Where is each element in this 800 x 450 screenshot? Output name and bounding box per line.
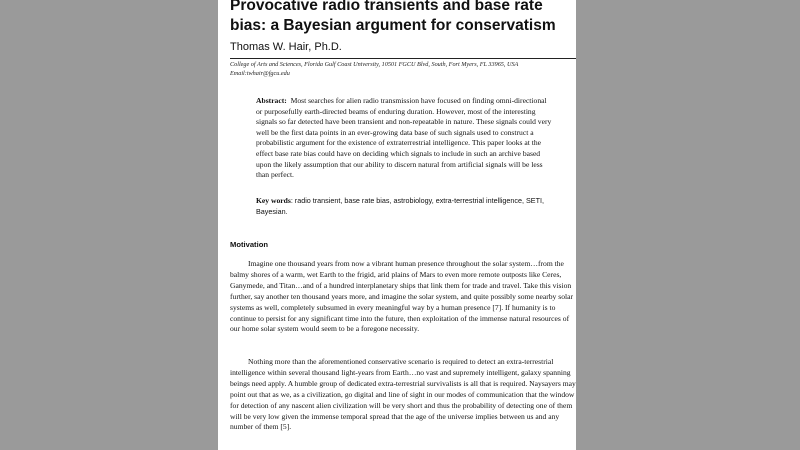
- section-heading: Motivation: [230, 240, 268, 249]
- body-paragraph-2: Nothing more than the aforementioned conservative scenario is required to detect an extra-terrestrial intelligence within several thousand light-years from Earth…no vast and supremely intelligent, galaxy spanning beings need apply. A humble group of dedicated extra-terrestrial survivalists is all that is required. Naysayers may point out that as we, as a civilization, go digital and line of sight in our modes of communication that the window for detection of any nascent alien civilization will be very short and thus the probability of detecting one of them will be very low given the immense temporal spread that the age of the universe implies between us and any number of them [5].: [230, 357, 576, 432]
- keywords-text: : radio transient, base rate bias, astrobiology, extra-terrestrial intelligence, SETI, Bayesian.: [256, 196, 544, 216]
- keywords: [256, 196, 552, 217]
- affiliation: College of Arts and Sciences, Florida Gulf Coast University, 10501 FGCU Blvd, South, Fort Myers, FL 33965, USA: [230, 61, 519, 68]
- abstract-text: Most searches for alien radio transmission have focused on finding omni-directional or purposefully earth-directed beams of enduring duration. However, most of the interesting signals so far detected have been transient and non-repeatable in nature. These signals could very well be the first data points in an ever-growing data base of such signals used to construct a probabilistic argument for the existence of extraterrestrial intelligence. This paper looks at the effect base rate bias could have on deciding which signals to include in such an archive based upon the likely assumption that our ability to discern natural from artificial signals will be less than perfect.: [256, 96, 552, 180]
- abstract-label: Abstract:: [256, 96, 287, 105]
- affiliation-block: [230, 61, 576, 78]
- document-page: [218, 0, 576, 450]
- paper-title: Provocative radio transients and base rate bias: a Bayesian argument for conservatism: [230, 0, 556, 34]
- abstract: [256, 96, 552, 181]
- email: Email:twhair@fgcu.edu: [230, 69, 290, 77]
- body-paragraph-1: Imagine one thousand years from now a vibrant human presence throughout the solar system…from the balmy shores of a warm, wet Earth to the frigid, arid plains of Mars to even more remote outposts like Ceres, Ganymede, and Titan…and of a hundred interplanetary ships that link them for trade and travel. Take this vision further, say another ten thousand years more, and imagine the solar system, and quite possibly some nearby solar systems as well, completely subsumed in every meaningful way by a human presence [7]. If humanity is to continue to persist for any significant time into the future, then exploitation of the immense natural resources of our home solar system would seem to be a foregone necessity.: [230, 259, 574, 334]
- title-divider: [230, 58, 576, 59]
- keywords-label: Key words: [256, 196, 291, 205]
- author-name: Thomas W. Hair, Ph.D.: [230, 41, 342, 53]
